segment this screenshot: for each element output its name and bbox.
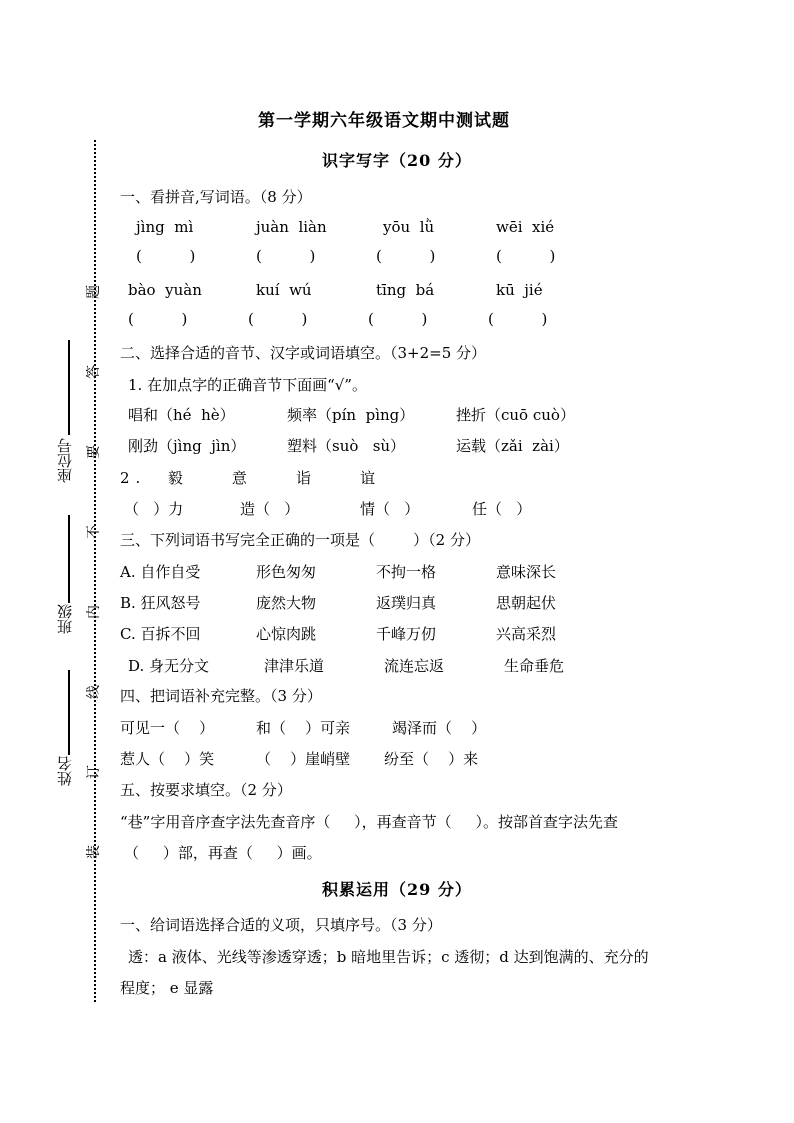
- idiom-blank[interactable]: 可见一（ ）: [120, 719, 215, 737]
- pinyin-choice[interactable]: 塑料（suò sù）: [287, 437, 406, 455]
- s2-q1-heading: 一、给词语选择合适的义项，只填序号。（3 分）: [120, 916, 442, 934]
- answer-bracket[interactable]: ( ): [136, 247, 196, 265]
- exam-title: 第一学期六年级语文期中测试题: [258, 111, 510, 131]
- option-word: 不拘一格: [376, 563, 437, 581]
- pinyin-item: tīng bá: [376, 281, 435, 299]
- idiom-blank[interactable]: 纷至（ ）来: [384, 750, 479, 768]
- pinyin-item: yōu lǜ: [383, 218, 435, 236]
- binding-char: 装: [86, 845, 102, 859]
- pinyin-choice[interactable]: 运载（zǎi zài）: [456, 437, 569, 455]
- binding-char: 线: [86, 685, 102, 699]
- binding-char: 答: [86, 365, 102, 379]
- pinyin-choice[interactable]: 唱和（hé hè）: [128, 406, 235, 424]
- option-label[interactable]: C. 百拆不回: [120, 625, 201, 643]
- word-blank[interactable]: 造（ ）: [240, 500, 300, 518]
- word-blank[interactable]: 情（ ）: [360, 500, 420, 518]
- pinyin-item: juàn liàn: [256, 218, 327, 236]
- option-word: 生命垂危: [504, 657, 565, 675]
- q5-line1[interactable]: “巷”字用音序查字法先查音序（ ），再查音节（ ）。按部首查字法先查: [120, 813, 619, 831]
- q4-heading: 四、把词语补充完整。（3 分）: [120, 687, 322, 705]
- name-label: 姓名: [56, 756, 74, 786]
- idiom-blank[interactable]: （ ）崖峭壁: [256, 750, 351, 768]
- binding-char: 要: [86, 445, 102, 459]
- answer-bracket[interactable]: ( ): [368, 310, 428, 328]
- binding-char: 订: [86, 765, 102, 779]
- s2-q1-line1: 透：a 液体、光线等渗透穿透；b 暗地里告诉；c 透彻；d 达到饱满的、充分的: [128, 948, 649, 966]
- option-word: 意味深长: [496, 563, 557, 581]
- q3-heading: 三、下列词语书写完全正确的一项是（ ）（2 分）: [120, 531, 480, 549]
- word-blank[interactable]: （ ）力: [124, 500, 184, 518]
- answer-bracket[interactable]: ( ): [256, 247, 316, 265]
- option-word: 千峰万仞: [376, 625, 437, 643]
- binding-char: 题: [86, 285, 102, 299]
- idiom-blank[interactable]: 竭泽而（ ）: [392, 719, 487, 737]
- option-word: 津津乐道: [264, 657, 325, 675]
- section1-title: 识字写字（20 分）: [322, 151, 472, 170]
- answer-bracket[interactable]: ( ): [376, 247, 436, 265]
- pinyin-choice[interactable]: 刚劲（jìng jìn）: [128, 437, 246, 455]
- option-word: 思朝起伏: [496, 594, 557, 612]
- option-word: 庞然大物: [256, 594, 317, 612]
- q5-line2[interactable]: （ ）部，再查（ ）画。: [124, 844, 322, 862]
- option-label[interactable]: D. 身无分文: [128, 657, 210, 675]
- answer-bracket[interactable]: ( ): [128, 310, 188, 328]
- word-blank[interactable]: 任（ ）: [472, 500, 532, 518]
- answer-bracket[interactable]: ( ): [248, 310, 308, 328]
- answer-bracket[interactable]: ( ): [496, 247, 556, 265]
- pinyin-item: jìng mì: [136, 218, 194, 236]
- s2-q1-line2: 程度； e 显露: [120, 979, 214, 997]
- q1-heading: 一、看拼音,写词语。（8 分）: [120, 188, 312, 206]
- q5-heading: 五、按要求填空。（2 分）: [120, 781, 292, 799]
- idiom-blank[interactable]: 惹人（ ）笑: [120, 750, 215, 768]
- q2-sub1: 1. 在加点字的正确音节下面画“√”。: [128, 376, 367, 394]
- option-word: 返璞归真: [376, 594, 437, 612]
- option-word: 心惊肉跳: [256, 625, 317, 643]
- option-label[interactable]: A. 自作自受: [120, 563, 201, 581]
- option-word: 流连忘返: [384, 657, 445, 675]
- idiom-blank[interactable]: 和（ ）可亲: [256, 719, 351, 737]
- pinyin-item: kuí wú: [256, 281, 312, 299]
- binding-char: 不: [86, 525, 102, 539]
- option-label[interactable]: B. 狂风怒号: [120, 594, 201, 612]
- q2-heading: 二、选择合适的音节、汉字或词语填空。（3+2=5 分）: [120, 344, 487, 362]
- option-word: 形色匆匆: [256, 563, 317, 581]
- binding-dotted-line: [94, 140, 96, 1002]
- pinyin-choice[interactable]: 挫折（cuō cuò）: [456, 406, 575, 424]
- section2-title: 积累运用（29 分）: [322, 880, 472, 899]
- class-blank[interactable]: [68, 515, 70, 603]
- pinyin-choice[interactable]: 频率（pín pìng）: [287, 406, 415, 424]
- seat-number-label: 座位号: [56, 438, 74, 483]
- pinyin-item: bào yuàn: [128, 281, 202, 299]
- pinyin-item: kū jié: [496, 281, 543, 299]
- name-blank[interactable]: [68, 670, 70, 755]
- answer-bracket[interactable]: ( ): [488, 310, 548, 328]
- seat-number-blank[interactable]: [68, 340, 70, 435]
- option-word: 兴高采烈: [496, 625, 557, 643]
- q2-sub2: 2. 毅 意 诣 谊: [120, 469, 382, 487]
- class-label: 班级: [56, 604, 74, 634]
- binding-char: 内: [86, 605, 102, 619]
- pinyin-item: wēi xié: [496, 218, 555, 236]
